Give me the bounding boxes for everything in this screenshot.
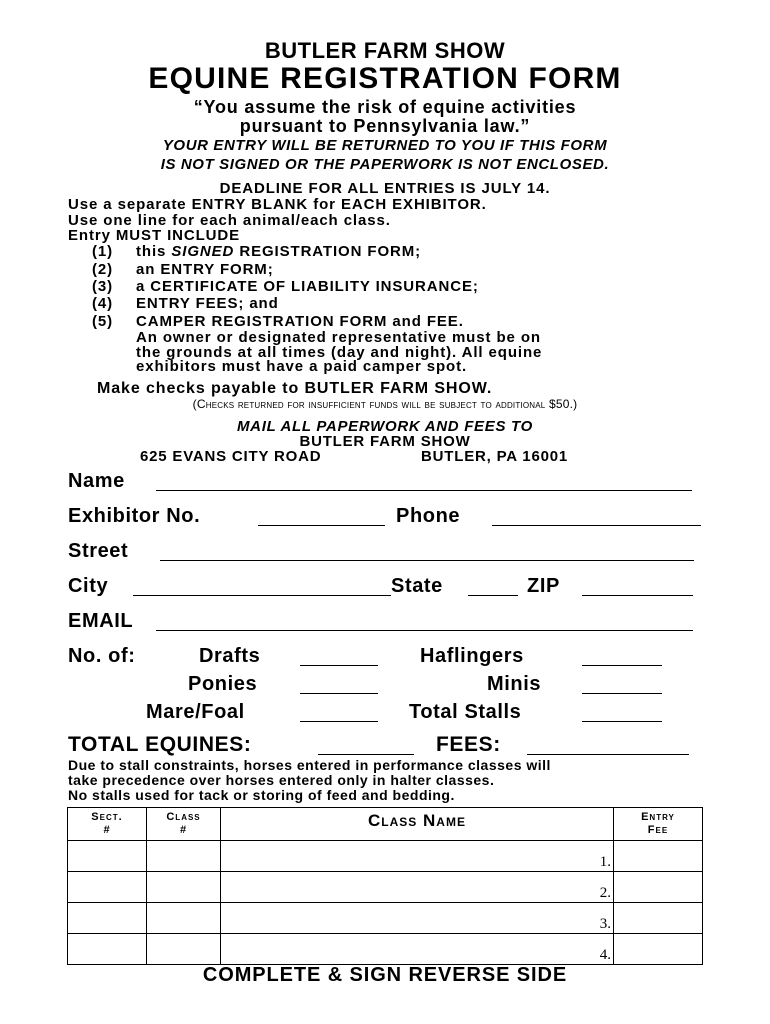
table-row <box>68 903 703 934</box>
zip-label: ZIP <box>527 575 560 597</box>
fees-label: FEES: <box>436 733 501 756</box>
list-number: (5) <box>92 313 114 330</box>
city-label: City <box>68 575 109 597</box>
count-label: No. of: <box>68 645 136 667</box>
minis-label: Minis <box>487 673 542 695</box>
phone-input[interactable] <box>492 505 701 526</box>
haflingers-label: Haflingers <box>420 645 524 667</box>
list-item <box>0 243 770 261</box>
checks-returned-note: (Checks returned for insufficient funds will be subject to additional $50.) <box>192 397 578 411</box>
table-row <box>68 841 703 872</box>
sect-cell[interactable] <box>68 934 147 965</box>
list-number: (4) <box>92 295 114 312</box>
class-number-cell[interactable] <box>147 903 221 934</box>
mail-city: BUTLER, PA 16001 <box>421 448 569 465</box>
total-equines-input[interactable] <box>318 733 414 755</box>
sect-header: Sect. # <box>68 808 147 841</box>
class-number-header: Class # <box>147 808 221 841</box>
state-label: State <box>391 575 443 597</box>
class-name-cell[interactable]: 1. <box>221 841 614 872</box>
exhibitor-no-label: Exhibitor No. <box>68 505 201 527</box>
state-input[interactable] <box>468 575 518 596</box>
class-number-cell[interactable] <box>147 934 221 965</box>
stall-note-line2: take precedence over horses entered only in halter classes. <box>68 772 495 788</box>
list-item <box>0 295 770 313</box>
list-number: (3) <box>92 278 114 295</box>
list-text: CAMPER REGISTRATION FORM and FEE. <box>136 313 464 330</box>
entry-fee-cell[interactable] <box>614 903 703 934</box>
class-entry-table <box>67 807 703 965</box>
total-stalls-label: Total Stalls <box>409 701 522 723</box>
mail-street: 625 EVANS CITY ROAD <box>140 448 322 465</box>
sect-cell[interactable] <box>68 841 147 872</box>
class-number-cell[interactable] <box>147 841 221 872</box>
exhibitor-no-input[interactable] <box>258 505 385 526</box>
stall-note-line1: Due to stall constraints, horses entered in performance classes will <box>68 757 551 773</box>
show-name: BUTLER FARM SHOW <box>264 38 506 63</box>
total-stalls-input[interactable] <box>582 701 662 722</box>
warning-line1: YOUR ENTRY WILL BE RETURNED TO YOU IF THIS FORM <box>162 137 608 154</box>
mail-heading: MAIL ALL PAPERWORK AND FEES TO <box>236 418 534 435</box>
risk-quote-line1: “You assume the risk of equine activities <box>193 97 577 117</box>
camper-note-line3: exhibitors must have a paid camper spot. <box>136 358 468 375</box>
fees-input[interactable] <box>527 733 689 755</box>
entry-fee-header: Entry Fee <box>614 808 703 841</box>
warning-line2: IS NOT SIGNED OR THE PAPERWORK IS NOT ENCLOSED. <box>160 156 610 173</box>
name-input[interactable] <box>156 470 692 491</box>
entry-fee-cell[interactable] <box>614 872 703 903</box>
entry-fee-cell[interactable] <box>614 841 703 872</box>
form-title: EQUINE REGISTRATION FORM <box>148 62 622 95</box>
email-label: EMAIL <box>68 610 134 632</box>
list-text: a CERTIFICATE OF LIABILITY INSURANCE; <box>136 278 479 295</box>
list-text: an ENTRY FORM; <box>136 261 274 278</box>
minis-input[interactable] <box>582 673 662 694</box>
stall-note-line3: No stalls used for tack or storing of feed and bedding. <box>68 787 455 803</box>
table-row <box>68 872 703 903</box>
list-item <box>0 261 770 279</box>
class-number-cell[interactable] <box>147 872 221 903</box>
total-equines-label: TOTAL EQUINES: <box>68 733 252 756</box>
class-name-cell[interactable]: 4. <box>221 934 614 965</box>
risk-quote-line2: pursuant to Pennsylvania law.” <box>239 116 531 136</box>
phone-label: Phone <box>396 505 461 527</box>
list-number: (2) <box>92 261 114 278</box>
city-input[interactable] <box>133 575 391 596</box>
mare-foal-input[interactable] <box>300 701 378 722</box>
zip-input[interactable] <box>582 575 693 596</box>
camper-note-line1: An owner or designated representative must be on <box>136 329 541 346</box>
deadline: DEADLINE FOR ALL ENTRIES IS JULY 14. <box>219 180 551 197</box>
ponies-input[interactable] <box>300 673 378 694</box>
separate-entry-note: Use a separate ENTRY BLANK for EACH EXHIBITOR. <box>68 196 487 213</box>
list-text: ENTRY FEES; and <box>136 295 279 312</box>
entry-fee-cell[interactable] <box>614 934 703 965</box>
table-row <box>68 934 703 965</box>
list-text: this SIGNED REGISTRATION FORM; <box>136 243 422 260</box>
sect-cell[interactable] <box>68 872 147 903</box>
footer-instruction: COMPLETE & SIGN REVERSE SIDE <box>202 964 568 986</box>
class-name-cell[interactable]: 2. <box>221 872 614 903</box>
one-line-note: Use one line for each animal/each class. <box>68 212 391 229</box>
list-number: (1) <box>92 243 114 260</box>
class-name-cell[interactable]: 3. <box>221 903 614 934</box>
list-item <box>0 278 770 296</box>
ponies-label: Ponies <box>188 673 258 695</box>
drafts-input[interactable] <box>300 645 378 666</box>
mail-name: BUTLER FARM SHOW <box>299 433 471 450</box>
must-include: Entry MUST INCLUDE <box>68 227 241 244</box>
street-input[interactable] <box>160 540 694 561</box>
street-label: Street <box>68 540 129 562</box>
name-label: Name <box>68 470 125 492</box>
camper-note-line2: the grounds at all times (day and night). All equine <box>136 344 543 361</box>
class-name-header: Class Name <box>221 808 614 841</box>
email-input[interactable] <box>156 610 693 631</box>
mare-foal-label: Mare/Foal <box>146 701 245 723</box>
drafts-label: Drafts <box>199 645 261 667</box>
checks-payable: Make checks payable to BUTLER FARM SHOW. <box>97 380 493 397</box>
table-header-row <box>68 808 703 841</box>
haflingers-input[interactable] <box>582 645 662 666</box>
sect-cell[interactable] <box>68 903 147 934</box>
